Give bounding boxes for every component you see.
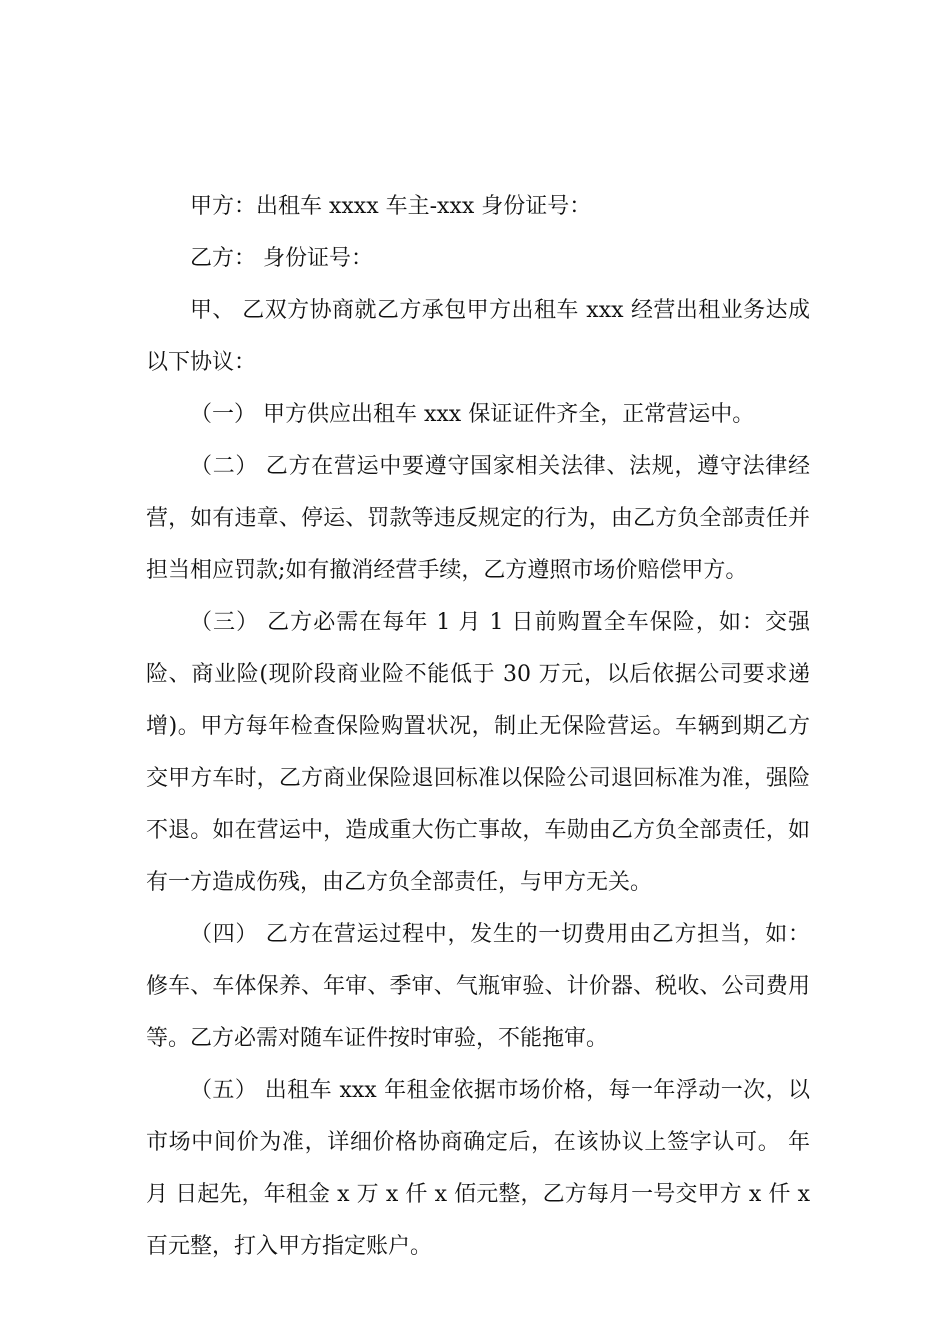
clause-1: （一） 甲方供应出租车 xxx 保证证件齐全，正常营运中。 [190,402,755,427]
clause-2: （二） 乙方在营运中要遵守国家相关法律、法规，遵守法律经营，如有违章、停运、罚款等违反规定的行为，由乙方负全部责任并担当相应罚款;如有撤消经营手续，乙方遵照市场价赔偿甲方。 [146,454,810,583]
party-b-line: 乙方： 身份证号： [190,246,373,271]
clause-5: （五） 出租车 xxx 年租金依据市场价格，每一年浮动一次，以市场中间价为准，详细价格协商确定后，在该协议上签字认可。 年月 日起先，年租金 x 万 x 仟 x 佰元整，乙方每月一号交甲方 x 仟 x 百元整，打入甲方指定账户。 [146,1078,810,1259]
contract-body [146,181,810,1273]
party-a-line: 甲方：出租车 xxxx 车主-xxx 身份证号： [190,194,592,219]
clause-3: （三） 乙方必需在每年 1 月 1 日前购置全车保险，如：交强险、商业险(现阶段商业险不能低于 30 万元，以后依据公司要求递增)。甲方每年检查保险购置状况，制止无保险营运。车辆到期乙方交甲方车时，乙方商业保险退回标准以保险公司退回标准为准，强险不退。如在营运中，造成重大伤亡事故，车勋由乙方负全部责任，如有一方造成伤残，由乙方负全部责任，与甲方无关。 [146,610,810,895]
clause-4: （四） 乙方在营运过程中，发生的一切费用由乙方担当，如：修车、车体保养、年审、季审、气瓶审验、计价器、税收、公司费用等。乙方必需对随车证件按时审验，不能拖审。 [146,922,810,1051]
agreement-intro: 甲、 乙双方协商就乙方承包甲方出租车 xxx 经营出租业务达成以下协议： [146,298,810,375]
